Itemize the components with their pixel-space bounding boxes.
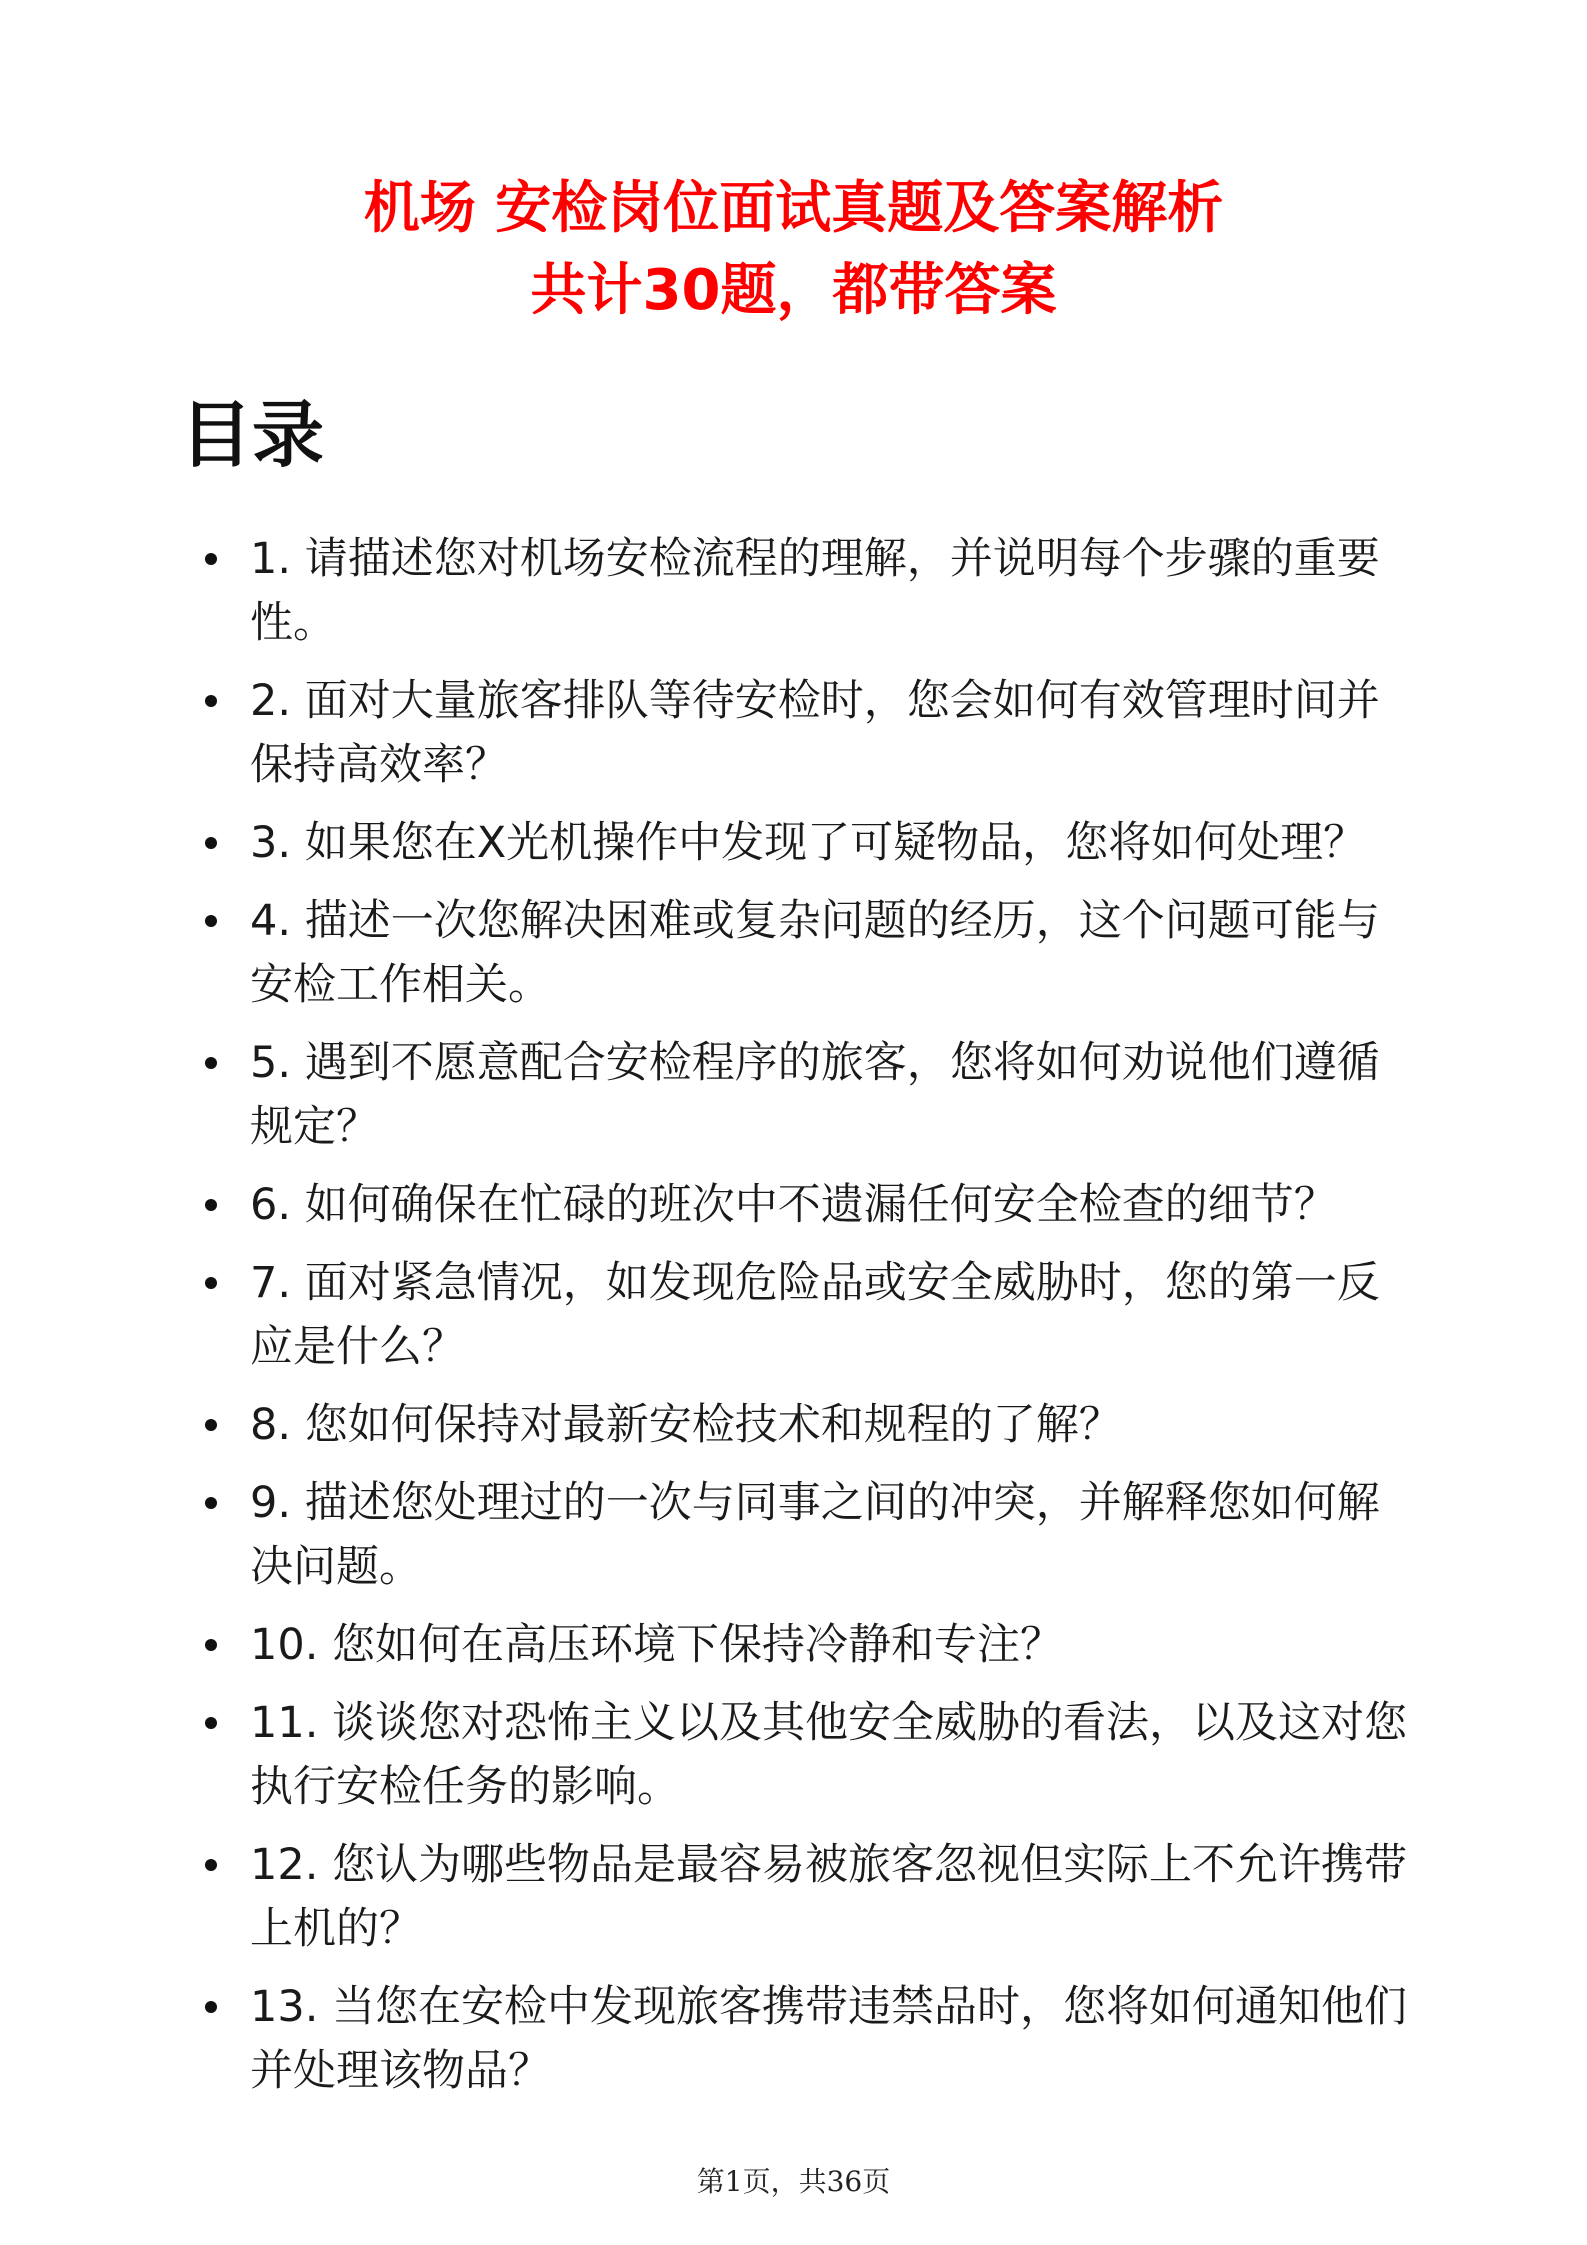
bullet-icon (205, 553, 217, 565)
toc-item (205, 527, 1420, 655)
bullet-icon (205, 1419, 217, 1431)
toc-item-text: 4. 描述一次您解决困难或复杂问题的经历，这个问题可能与安检工作相关。 (250, 896, 1380, 1010)
bullet-icon (205, 2001, 217, 2013)
toc-item (205, 1833, 1420, 1961)
toc-item-text: 1. 请描述您对机场安检流程的理解，并说明每个步骤的重要性。 (250, 534, 1380, 648)
toc-item-text: 6. 如何确保在忙碌的班次中不遗漏任何安全检查的细节？ (250, 1180, 1337, 1230)
toc-item (205, 1975, 1420, 2103)
page-number-footer: 第1页，共36页 (696, 2165, 891, 2198)
toc-list (205, 527, 1420, 2117)
toc-item (205, 811, 1420, 875)
toc-item-text: 5. 遇到不愿意配合安检程序的旅客，您将如何劝说他们遵循规定？ (250, 1038, 1380, 1152)
toc-item-text: 7. 面对紧急情况，如发现危险品或安全威胁时，您的第一反应是什么？ (250, 1258, 1380, 1372)
bullet-icon (205, 1199, 217, 1211)
toc-item (205, 889, 1420, 1017)
toc-item (205, 1691, 1420, 1819)
toc-item-text: 13. 当您在安检中发现旅客携带违禁品时，您将如何通知他们并处理该物品？ (250, 1982, 1408, 2096)
bullet-icon (205, 837, 217, 849)
toc-item (205, 1031, 1420, 1159)
toc-item-text: 2. 面对大量旅客排队等待安检时，您会如何有效管理时间并保持高效率？ (250, 676, 1380, 790)
title-line-2: 共计30题，都带答案 (530, 258, 1057, 323)
document-title (0, 168, 1587, 332)
toc-item-text: 11. 谈谈您对恐怖主义以及其他安全威胁的看法，以及这对您执行安检任务的影响。 (250, 1698, 1408, 1812)
toc-item-text: 12. 您认为哪些物品是最容易被旅客忽视但实际上不允许携带上机的？ (250, 1840, 1408, 1954)
bullet-icon (205, 1717, 217, 1729)
toc-item (205, 1613, 1420, 1677)
bullet-icon (205, 1859, 217, 1871)
bullet-icon (205, 1057, 217, 1069)
bullet-icon (205, 915, 217, 927)
toc-item (205, 1393, 1420, 1457)
bullet-icon (205, 1497, 217, 1509)
bullet-icon (205, 1277, 217, 1289)
toc-item (205, 1173, 1420, 1237)
toc-item-text: 10. 您如何在高压环境下保持冷静和专注？ (250, 1620, 1064, 1670)
toc-item (205, 669, 1420, 797)
title-line-1: 机场 安检岗位面试真题及答案解析 (363, 176, 1224, 241)
toc-item (205, 1251, 1420, 1379)
toc-item-text: 9. 描述您处理过的一次与同事之间的冲突，并解释您如何解决问题。 (250, 1478, 1380, 1592)
toc-item-text: 8. 您如何保持对最新安检技术和规程的了解？ (250, 1400, 1122, 1450)
bullet-icon (205, 1639, 217, 1651)
toc-item (205, 1471, 1420, 1599)
bullet-icon (205, 695, 217, 707)
toc-item-text: 3. 如果您在X光机操作中发现了可疑物品，您将如何处理？ (250, 818, 1367, 868)
toc-heading: 目录 (180, 393, 325, 477)
